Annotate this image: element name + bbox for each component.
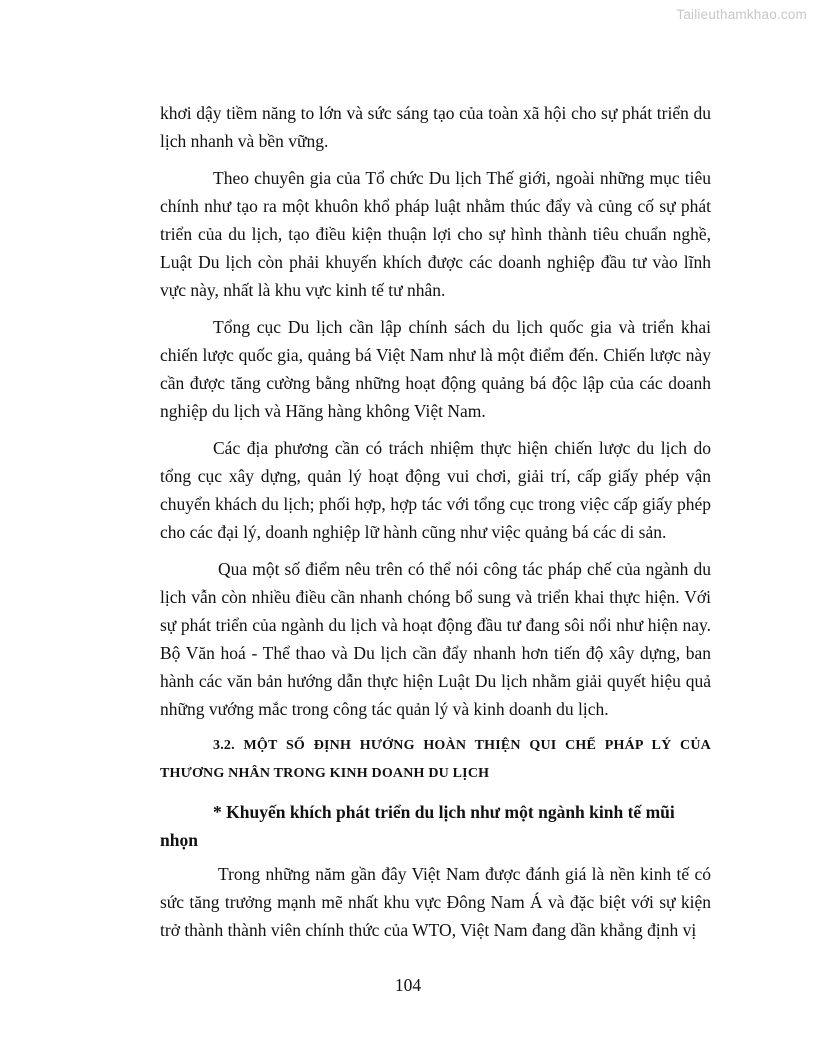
page-number: 104 (394, 975, 422, 995)
section-heading: 3.2. MỘT SỐ ĐỊNH HƯỚNG HOÀN THIỆN QUI CHẾ PHÁP LÝ CỦA THƯƠNG NHÂN TRONG KINH DOANH DU LỊCH (160, 738, 711, 781)
paragraph-5: Qua một số điểm nêu trên có thể nói công tác pháp chế của ngành du lịch vẫn còn nhiều điều cần nhanh chóng bổ sung và triển khai thực hiện. Với sự phát triển của ngành du lịch và hoạt động đầu tư đang sôi nổi như hiện nay. Bộ Văn hoá - Thể thao và Du lịch cần đẩy nhanh hơn tiến độ xây dựng, ban hành các văn bản hướng dẫn thực hiện Luật Du lịch nhằm giải quyết hiệu quả những vướng mắc trong công tác quản lý và kinh doanh du lịch. (160, 559, 711, 719)
paragraph-1: khơi dậy tiềm năng to lớn và sức sáng tạo của toàn xã hội cho sự phát triển du lịch nhanh và bền vững. (160, 103, 711, 151)
paragraph-4: Các địa phương cần có trách nhiệm thực hiện chiến lược du lịch do tổng cục xây dựng, quản lý hoạt động vui chơi, giải trí, cấp giấy phép vận chuyển khách du lịch; phối hợp, hợp tác với tổng cục trong việc cấp giấy phép cho các đại lý, doanh nghiệp lữ hành cũng như việc quảng bá các di sản. (160, 438, 711, 542)
subheading: * Khuyến khích phát triển du lịch như một ngành kinh tế mũi nhọn (160, 802, 675, 850)
paragraph-2: Theo chuyên gia của Tổ chức Du lịch Thế giới, ngoài những mục tiêu chính như tạo ra một khuôn khổ pháp luật nhằm thúc đẩy và củng cố sự phát triển của du lịch, tạo điều kiện thuận lợi cho sự hình thành tiêu chuẩn nghề, Luật Du lịch còn phải khuyến khích được các doanh nghiệp đầu tư vào lĩnh vực này, nhất là khu vực kinh tế tư nhân. (160, 168, 711, 300)
paragraph-6: Trong những năm gần đây Việt Nam được đánh giá là nền kinh tế có sức tăng trưởng mạnh mẽ nhất khu vực Đông Nam Á và đặc biệt với sự kiện trở thành thành viên chính thức của WTO, Việt Nam đang dần khẳng định vị (160, 864, 711, 940)
watermark: Tailieuthamkhao.com (676, 7, 807, 22)
document-body (160, 99, 711, 953)
paragraph-3: Tổng cục Du lịch cần lập chính sách du lịch quốc gia và triển khai chiến lược quốc gia, quảng bá Việt Nam như là một điểm đến. Chiến lược này cần được tăng cường bằng những hoạt động quảng bá độc lập của các doanh nghiệp du lịch và Hãng hàng không Việt Nam. (160, 317, 711, 421)
